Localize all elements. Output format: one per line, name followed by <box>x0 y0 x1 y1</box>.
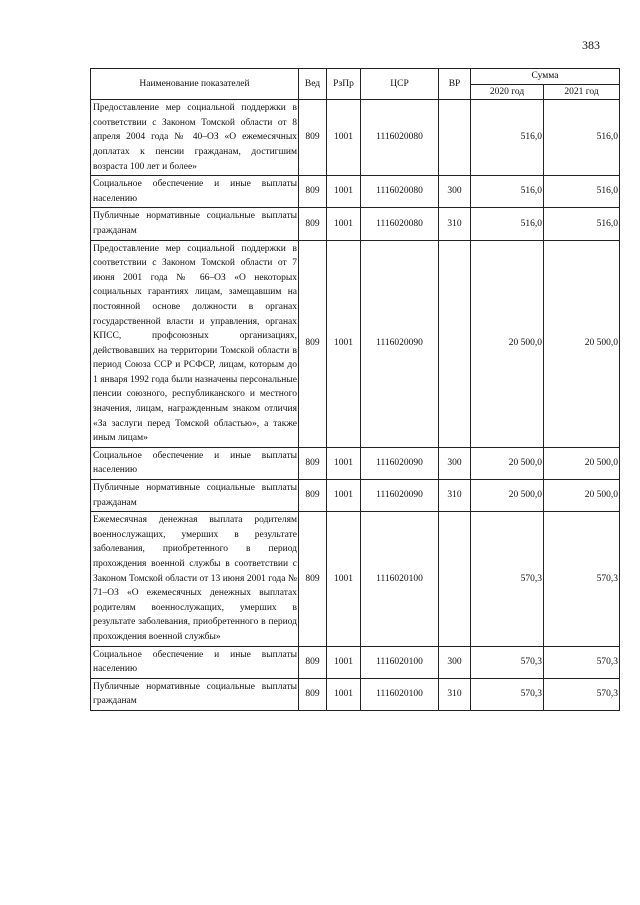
page-number: 383 <box>582 38 600 52</box>
row-2021: 516,0 <box>544 100 620 176</box>
row-rzpr: 1001 <box>327 512 361 646</box>
budget-table <box>90 68 620 711</box>
row-name: Социальное обеспечение и иные выплаты населению <box>91 646 299 678</box>
table-row <box>91 447 620 479</box>
row-name: Предоставление мер социальной поддержки в соответствии с Законом Томской области от 7 июня 2001 года № 66–ОЗ «О некоторых социальных гарантиях лицам, замещавшим на постоянной основе должности в органах государственной власти и управления, органах КПСС, профсоюзных организациях, действовавших на территории Томской области в период Союза ССР и РСФСР, лицам, которым до 1 января 1992 года были назначены персональные пенсии союзного, республиканского и местного значения, лицам, награжденным знаком отличия «За заслуги перед Томской областью», а также иным лицам» <box>91 240 299 447</box>
table-row <box>91 100 620 176</box>
table-row <box>91 678 620 710</box>
row-ved: 809 <box>299 678 327 710</box>
row-2020: 516,0 <box>471 100 544 176</box>
row-name: Публичные нормативные социальные выплаты гражданам <box>91 678 299 710</box>
row-csr: 1116020080 <box>361 176 439 208</box>
row-ved: 809 <box>299 176 327 208</box>
row-ved: 809 <box>299 208 327 240</box>
header-name: Наименование показателей <box>91 69 299 100</box>
row-csr: 1116020100 <box>361 512 439 646</box>
header-2021: 2021 год <box>544 84 620 100</box>
row-2021: 20 500,0 <box>544 480 620 512</box>
row-name: Публичные нормативные социальные выплаты гражданам <box>91 208 299 240</box>
row-rzpr: 1001 <box>327 176 361 208</box>
row-csr: 1116020080 <box>361 208 439 240</box>
header-2020: 2020 год <box>471 84 544 100</box>
row-vr <box>439 240 471 447</box>
row-2020: 20 500,0 <box>471 447 544 479</box>
row-2021: 570,3 <box>544 646 620 678</box>
row-name: Предоставление мер социальной поддержки в соответствии с Законом Томской области от 8 апреля 2004 года № 40–ОЗ «О ежемесячных доплатах к пенсии гражданам, достигшим возраста 100 лет и более» <box>91 100 299 176</box>
row-csr: 1116020090 <box>361 240 439 447</box>
row-2021: 20 500,0 <box>544 240 620 447</box>
row-rzpr: 1001 <box>327 240 361 447</box>
row-vr <box>439 100 471 176</box>
row-name: Социальное обеспечение и иные выплаты населению <box>91 176 299 208</box>
row-csr: 1116020090 <box>361 480 439 512</box>
header-sum: Сумма <box>471 69 620 85</box>
row-rzpr: 1001 <box>327 480 361 512</box>
row-vr: 310 <box>439 678 471 710</box>
row-ved: 809 <box>299 646 327 678</box>
row-rzpr: 1001 <box>327 678 361 710</box>
row-2020: 516,0 <box>471 176 544 208</box>
row-csr: 1116020100 <box>361 646 439 678</box>
row-2020: 570,3 <box>471 678 544 710</box>
row-vr: 300 <box>439 646 471 678</box>
row-name: Социальное обеспечение и иные выплаты населению <box>91 447 299 479</box>
row-rzpr: 1001 <box>327 447 361 479</box>
row-vr: 310 <box>439 208 471 240</box>
row-2020: 20 500,0 <box>471 480 544 512</box>
row-vr: 310 <box>439 480 471 512</box>
row-vr: 300 <box>439 447 471 479</box>
table-row <box>91 512 620 646</box>
table-row <box>91 480 620 512</box>
row-ved: 809 <box>299 512 327 646</box>
row-vr <box>439 512 471 646</box>
row-2020: 516,0 <box>471 208 544 240</box>
row-2021: 516,0 <box>544 176 620 208</box>
row-rzpr: 1001 <box>327 100 361 176</box>
row-ved: 809 <box>299 240 327 447</box>
row-2020: 570,3 <box>471 646 544 678</box>
table-row <box>91 208 620 240</box>
row-2020: 20 500,0 <box>471 240 544 447</box>
row-rzpr: 1001 <box>327 208 361 240</box>
table-row <box>91 240 620 447</box>
table-row <box>91 646 620 678</box>
row-2021: 570,3 <box>544 512 620 646</box>
row-vr: 300 <box>439 176 471 208</box>
row-2021: 570,3 <box>544 678 620 710</box>
row-name: Ежемесячная денежная выплата родителям военнослужащих, умерших в результате заболевания, приобретенного в период прохождения военной службы в соответствии с Законом Томской области от 13 июня 2001 года № 71–ОЗ «О ежемесячных денежных выплатах родителям военнослужащих, умерших в результате заболевания, приобретенного в период прохождения военной службы» <box>91 512 299 646</box>
row-csr: 1116020100 <box>361 678 439 710</box>
table-row <box>91 176 620 208</box>
row-rzpr: 1001 <box>327 646 361 678</box>
row-name: Публичные нормативные социальные выплаты гражданам <box>91 480 299 512</box>
header-vr: ВР <box>439 69 471 100</box>
header-csr: ЦСР <box>361 69 439 100</box>
row-2021: 516,0 <box>544 208 620 240</box>
row-ved: 809 <box>299 447 327 479</box>
row-csr: 1116020080 <box>361 100 439 176</box>
row-ved: 809 <box>299 480 327 512</box>
header-ved: Вед <box>299 69 327 100</box>
row-2021: 20 500,0 <box>544 447 620 479</box>
row-ved: 809 <box>299 100 327 176</box>
row-2020: 570,3 <box>471 512 544 646</box>
header-rzpr: РзПр <box>327 69 361 100</box>
row-csr: 1116020090 <box>361 447 439 479</box>
